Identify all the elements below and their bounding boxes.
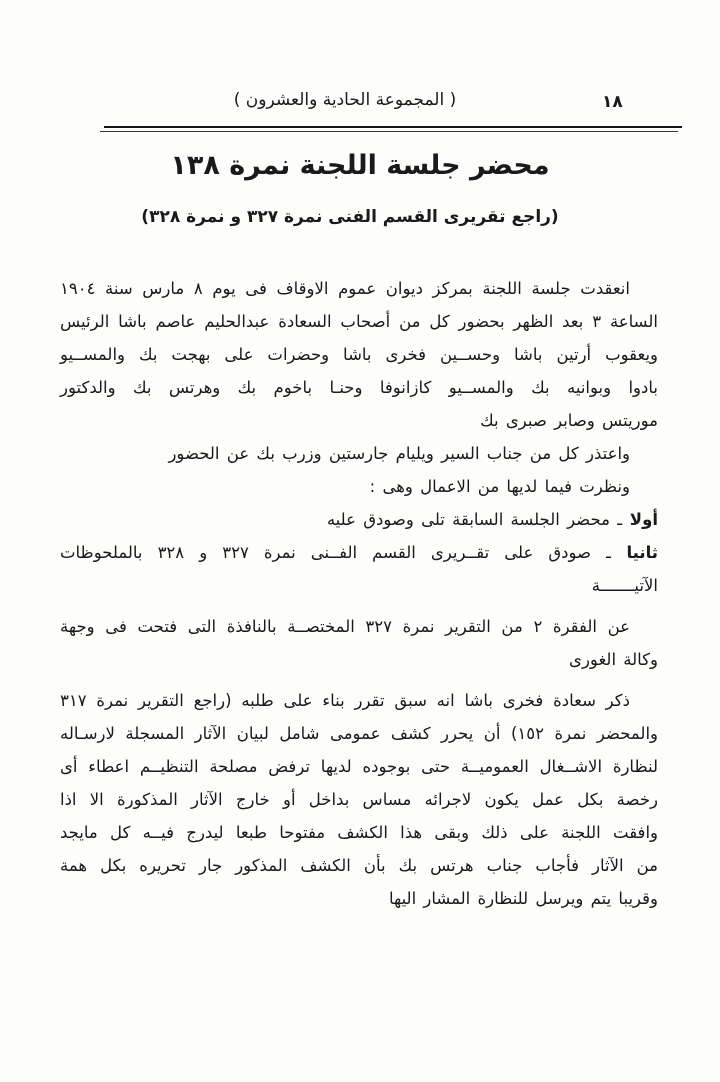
text-line: موريتس وصابر صبرى بك: [480, 411, 658, 430]
text-line: انعقدت جلسة اللجنة بمركز ديوان عموم الاوقاف فى يوم ٨ مارس سنة ١٩٠٤: [60, 279, 630, 298]
list-item-label: أولا: [622, 510, 658, 529]
text-line: ويعقوب أرتين باشا وحســين فخرى باشا وحضرات على بهجت بك والمســيو: [60, 345, 658, 364]
text-line: وافقت اللجنة على ذلك وبقى هذا الكشف مفتوحا طبعا ليدرج فيــه كل مايجد: [60, 823, 658, 842]
document-body: [60, 272, 658, 915]
text-line: ذكر سعادة فخرى باشا انه سبق تقرر بناء على طلبه (راجع التقرير نمرة ٣١٧: [60, 691, 630, 710]
text-line: وقريبا يتم ويرسل للنظارة المشار اليها: [388, 889, 658, 908]
document-title: محضر جلسة اللجنة نمرة ١٣٨: [170, 150, 550, 181]
text-line: ثانيا ـ صودق على تقــريرى القسم الفــنى نمرة ٣٢٧ و ٣٢٨ بالملحوظات: [60, 543, 658, 562]
text-line: واعتذر كل من جناب السير ويليام جارستين وزرب بك عن الحضور: [168, 444, 630, 463]
series-title: ( المجموعة الحادية والعشرون ): [233, 90, 457, 110]
header-rule: [104, 126, 682, 132]
document-subtitle: (راجع تقريرى القسم الفنى نمرة ٣٢٧ و نمرة ٣٢٨): [141, 207, 559, 227]
text-line: الآتيـــــــة: [591, 576, 658, 595]
text-line: ونظرت فيما لديها من الاعمال وهى :: [369, 477, 630, 496]
list-item-label: ثانيا: [610, 543, 658, 562]
text-line: رخصة بكل عمل يكون لاجرائه مساس بداخل أو خارج الآثار المذكورة الا اذا: [60, 790, 658, 809]
text-line: والمحضر نمرة ١٥٢) أن يحرر كشف عمومى شامل لبيان الآثار المسجلة لارسـاله: [60, 724, 658, 743]
text-line: لنظارة الاشــغال العموميــة حتى بوجوده لديها ترفض مصلحة التنظيــم اعطاء أى: [60, 757, 658, 776]
text-line: من الآثار فأجاب جناب هرتس بك بأن الكشف المذكور جار تحريره بكل همة: [60, 856, 658, 875]
page-number: ١٨: [602, 92, 623, 112]
text-line: بادوا وبوانيه بك والمســيو كازانوفا وحنـا باخوم بك وهرتس بك والدكتور: [60, 378, 658, 397]
text-line: وكالة الغورى: [569, 650, 658, 669]
text-line: عن الفقرة ٢ من التقرير نمرة ٣٢٧ المختصــة بالنافذة التى فتحت فى وجهة: [60, 617, 630, 636]
text-line: أولا ـ محضر الجلسة السابقة تلى وصودق عليه: [326, 510, 658, 529]
text-line: الساعة ٣ بعد الظهر بحضور كل من أصحاب السعادة عبدالحليم عاصم باشا الرئيس: [60, 312, 658, 331]
